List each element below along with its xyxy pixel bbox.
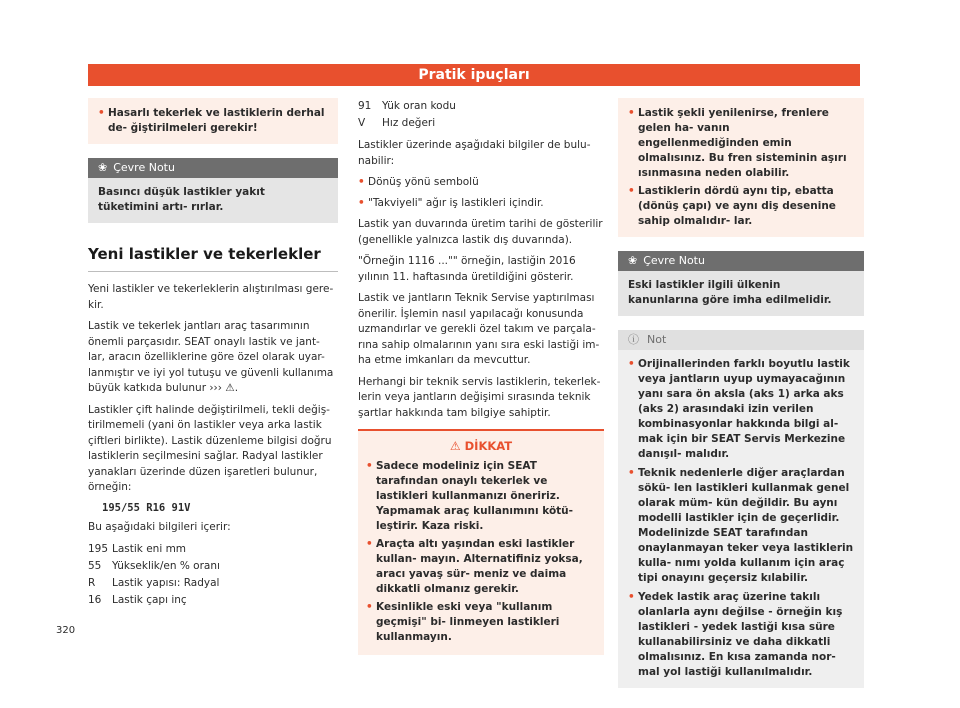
note-title: Not — [647, 333, 667, 346]
leaf-icon: ❀ — [628, 254, 638, 267]
warning-item: • Lastik şekli yenilenirse, frenlere gelen ha- vanın engellenmediğinden emin olmalısınız. Bu fren sisteminin aşırı ısınmasına neden olabilir. — [628, 106, 854, 181]
warning-triangle-icon: ⚠ — [449, 439, 461, 453]
list-value: Hız değeri — [382, 117, 436, 129]
note-item: • Orijinallerinden farklı boyutlu lastik veya jantların uyup uymayacağının yanı sara ön aksla (aks 1) arka aks (aks 2) arasındaki izin verilen kombinasyonlar hakkında bilgi al- mak için bir SEAT Servis Merkezine danışıl- malıdır. — [628, 357, 854, 462]
paragraph: Bu aşağıdaki bilgileri içerir: — [88, 520, 231, 533]
list-item: • "Takviyeli" ağır iş lastikleri içindir. — [358, 196, 604, 211]
column-1 — [88, 98, 338, 609]
list-value: Yükseklik/en % oranı — [112, 560, 220, 572]
list-value: Lastik eni mm — [112, 543, 187, 555]
leaf-icon: ❀ — [98, 161, 108, 174]
list-item — [88, 558, 338, 575]
warning-item: • Sadece modeliniz için SEAT tarafından onaylı tekerlek ve lastikleri kullanmanızı öneririz. Yapmamak araç kullanımını kötü- leştirir. Kaza riski. — [366, 459, 596, 534]
column-2 — [358, 98, 604, 655]
env-note-header — [618, 251, 864, 271]
env-note-body: Basıncı düşük lastikler yakıt tüketimini artı- rırlar. — [88, 178, 338, 223]
paragraph: Lastik yan duvarında üretim tarihi de gösterilir (genellikle yalnızca lastik dış duvarında). — [358, 218, 603, 246]
warning-continuation-box — [618, 98, 864, 237]
info-icon: ⓘ — [628, 333, 639, 346]
list-item — [88, 541, 338, 558]
column-3 — [618, 98, 864, 688]
warning-item: • Araçta altı yaşından eski lastikler kullan- mayın. Alternatifiniz yoksa, aracı yavaş sür- meniz ve daima dikkatli olmanız gerekir. — [366, 537, 596, 597]
tyre-info-list — [358, 98, 604, 132]
list-key: R — [88, 577, 96, 589]
warning-box — [358, 429, 604, 655]
note-box — [618, 330, 864, 688]
list-key: 91 — [358, 100, 372, 112]
list-value: Yük oran kodu — [382, 100, 456, 112]
page-number: 320 — [56, 625, 76, 636]
list-key: V — [358, 117, 366, 129]
manual-page — [56, 64, 860, 678]
env-note-body: Eski lastikler ilgili ülkenin kanunlarına göre imha edilmelidir. — [618, 271, 864, 316]
list-item: • Dönüş yönü sembolü — [358, 175, 604, 190]
warning-item: • Lastiklerin dördü aynı tip, ebatta (dönüş çapı) ve aynı diş desenine sahip olmalıdır- lar. — [628, 184, 854, 229]
env-note-title: Çevre Notu — [113, 161, 175, 174]
list-key: 195 — [88, 543, 109, 555]
env-note-box — [88, 158, 338, 223]
env-note-box — [618, 251, 864, 316]
tyre-info-list — [88, 541, 338, 609]
list-value: Lastik yapısı: Radyal — [112, 577, 220, 589]
warning-title: DİKKAT — [464, 439, 513, 453]
list-item — [88, 592, 338, 609]
paragraph: Yeni lastikler ve tekerleklerin alıştırılması gere- kir. — [88, 283, 334, 311]
list-key: 55 — [88, 560, 102, 572]
tyre-code: 195/55 R16 91V — [102, 501, 191, 514]
paragraph: Lastik ve tekerlek jantları araç tasarımının önemli parçasıdır. SEAT onaylı lastik ve jant- lar, aracın özelliklerine göre özel olarak uyar- lanmıştır ve iyi yol tutuşu ve güvenli kullanıma büyük katkıda bulunur ››› ⚠. — [88, 320, 334, 394]
page-header: Pratik ipuçları — [88, 64, 860, 86]
list-value: Lastik çapı inç — [112, 594, 187, 606]
note-header — [618, 330, 864, 350]
section-title: Yeni lastikler ve tekerlekler — [88, 245, 321, 263]
list-item — [358, 115, 604, 132]
paragraph: Lastikler çift halinde değiştirilmeli, tekli değiş- tirilmemeli (yani ön lastikler veya arka lastik çiftleri birlikte). Lastik düzenleme bilgisi doğru lastiklerin seçilmesini sağlar. Radyal lastikler yanakları üzerinde düzen işaretleri bulunur, örneğin: — [88, 403, 332, 493]
warning-header — [366, 439, 596, 453]
list-key: 16 — [88, 594, 102, 606]
paragraph: Herhangi bir teknik servis lastiklerin, tekerlek- lerin veya jantların değişimi sırasında teknik şartlar hakkında tam bilgiye sahiptir. — [358, 375, 601, 419]
note-body — [618, 350, 864, 688]
note-item: • Teknik nedenlerle diğer araçlardan sökü- len lastikleri kullanmak genel olarak müm- kün değildir. Bu aynı modelli lastikler için de geçerlidir. Modelinizde SEAT tarafından onaylanmayan teker veya lastiklerin kulla- nımı yolda kullanım için araç tipi onayını geçersiz kılabilir. — [628, 466, 854, 586]
paragraph: Lastikler üzerinde aşağıdaki bilgiler de bulu- nabilir: — [358, 139, 591, 167]
note-item: • Yedek lastik araç üzerine takılı olanlarla aynı değilse - örneğin kış lastikleri - yedek lastiği kısa süre kullanabilirsiniz ve daha dikkatli olmalısınız. En kısa zamanda nor- mal yol lastiği kullanılmalıdır. — [628, 590, 854, 680]
list-item — [88, 575, 338, 592]
env-note-header — [88, 158, 338, 178]
env-note-title: Çevre Notu — [643, 254, 705, 267]
paragraph: Lastik ve jantların Teknik Servise yaptırılması önerilir. İşlemin nasıl yapılacağı konusunda uzmandırlar ve gerekli özel takım ve parçala- rına sahip olmalarının yanı sıra eski lastiği im- ha etme imkanları da mevcuttur. — [358, 292, 600, 366]
warning-continuation-box — [88, 98, 338, 144]
warning-item: • Kesinlikle eski veya "kullanım geçmişi" bi- linmeyen lastikleri kullanmayın. — [366, 600, 596, 645]
list-item — [358, 98, 604, 115]
paragraph: "Örneğin 1116 ..."" örneğin, lastiğin 2016 yılının 11. haftasında üretildiğini gösterir. — [358, 255, 576, 283]
warning-item: • Hasarlı tekerlek ve lastiklerin derhal de- ğiştirilmeleri gerekir! — [98, 106, 328, 136]
section-divider — [88, 271, 338, 272]
